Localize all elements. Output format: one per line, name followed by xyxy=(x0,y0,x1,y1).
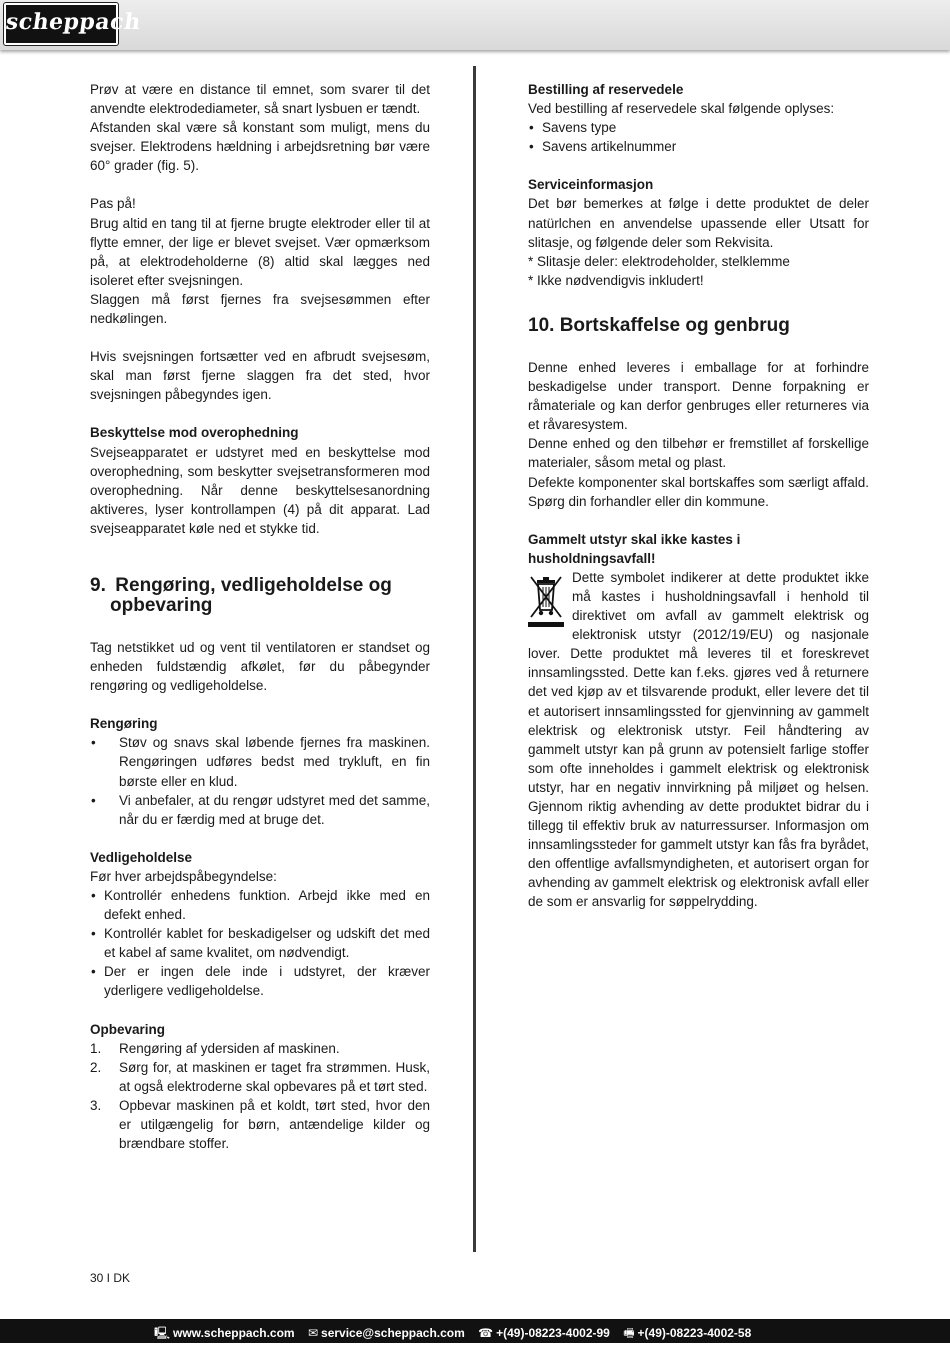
paragraph: Denne enhed og den tilbehør er fremstillet af forskellige materialer, såsom metal og plast. xyxy=(528,436,869,471)
logo-text: scheppach xyxy=(4,9,143,35)
paragraph: Ved bestilling af reservedele skal følgende oplyses: xyxy=(528,101,835,117)
phone-text: +(49)-08223-4002-99 xyxy=(496,1326,610,1340)
item-number: 1. xyxy=(90,1040,102,1056)
paragraph: Det bør bemerkes at følge i dette produktet de deler natürlchen en anvendelse upassende eller Utsatt for slitasje, og følgende deler som Rekvisita. xyxy=(528,196,869,250)
paragraph: Svejseapparatet er udstyret med en beskyttelse mod overophedning, som beskytter svejsetransformeren mod overophedning. Når denne beskyttelsesanordning aktiveres, lyser kontrollampen (4) på dit apparat. Lad svejseapparatet køle ned et stykke tid. xyxy=(90,444,430,536)
paragraph: Denne enhed leveres i emballage for at forhindre beskadigelse under transport. Denne forpakning er råmateriale og kan derfor genbruges eller returneres via et råvaresystem. xyxy=(528,359,869,433)
page-footer xyxy=(0,1319,950,1343)
paragraph: Defekte komponenter skal bortskaffes som særligt affald. Spørg din forhandler eller din kommune. xyxy=(528,474,869,509)
section-title: Bortskaffelse og genbrug xyxy=(559,314,790,336)
service-heading: Serviceinformasjon xyxy=(528,177,654,193)
paragraph: Slaggen må først fjernes fra svejsesømmen efter nedkølingen. xyxy=(90,291,430,327)
page-number: 30 I DK xyxy=(90,1271,131,1285)
item-number: 2. xyxy=(90,1059,102,1075)
item-number: 3. xyxy=(90,1097,102,1113)
section-title-cont: opbevaring xyxy=(110,594,213,616)
storage-heading: Opbevaring xyxy=(90,1021,166,1037)
item-text: Sørg for, at maskinen er taget fra strømmen. Husk, at også elektroderne skal opbevares på et tørt sted. xyxy=(119,1059,430,1094)
maintenance-heading: Vedligeholdelse xyxy=(90,849,193,865)
overheat-heading: Beskyttelse mod overophedning xyxy=(90,425,299,441)
phone-icon: ☎ xyxy=(478,1326,494,1340)
paragraph: Brug altid en tang til at fjerne brugte elektroder eller til at flytte emner, der lige er blevet svejset. Vær opmærksom på, at elektrodeholderne (8) altid skal lægges ned isoleret efter svejsningen. xyxy=(90,215,430,288)
section-9-heading xyxy=(90,576,430,616)
cleaning-heading: Rengøring xyxy=(90,716,158,732)
section-10-heading xyxy=(528,316,869,336)
list-item: • Kontrollér enhedens funktion. Arbejd ikke med en defekt enhed. xyxy=(90,886,430,924)
maintenance-list xyxy=(90,886,430,1001)
section-number: 10. xyxy=(528,314,555,336)
footer-phone xyxy=(478,1326,610,1340)
section-title: Rengøring, vedligeholdelse og xyxy=(115,574,392,596)
email-text: service@scheppach.com xyxy=(321,1326,465,1340)
page-header xyxy=(0,0,950,50)
cleaning-list xyxy=(90,733,430,828)
website-text: www.scheppach.com xyxy=(173,1326,295,1340)
paragraph: * Slitasje deler: elektrodeholder, stelklemme xyxy=(528,253,790,269)
left-column xyxy=(90,80,430,1153)
list-item: • Støv og snavs skal løbende fjernes fra maskinen. Rengøringen udføres bedst med trykluft, en fin børste eller en klud. xyxy=(90,733,430,790)
list-item xyxy=(90,1058,430,1096)
paragraph: Prøv at være en distance til emnet, som svarer til det anvendte elektrodediameter, så snart lysbuen er tændt. xyxy=(90,82,430,117)
list-item: • Savens type xyxy=(528,118,869,137)
weee-heading: Gammelt utstyr skal ikke kastes i husholdningsavfall! xyxy=(528,531,741,566)
column-divider xyxy=(473,66,476,1252)
paragraph: Dette symbolet indikerer at dette produktet ikke må kastes i husholdningsavfall i henhold til direktivet om avfall av gammelt elektrisk og elektronisk utstyr (2012/19/EU) og nasjonale lover. Dette produktet må leveres til et foreskrevet innsamlingssted. Dette kan f.eks. gjøres ved å returnere det ved kjøp av et tilsvarende produkt, eller levere det til et autorisert innsamlingssted for gjenvinning av gammelt elektrisk og elektronisk utstyr. Feil håndtering av gammelt utstyr kan på grunn av potensielt farlige stoffer som ofte inneholdes i gammelt elektrisk og elektronisk utstyr, har en negativ innvirkning på miljøet og helsen. Gjennom riktig avhending av dette produktet bidrar du i tillegg til effektiv bruk av naturressurser. Informasjon om innsamlingssteder for gammelt utstyr kan fås fra byrådet, den offentlige avfallsmyndigheten, et autorisert organ for avhending av gammelt elektrisk og elektronisk avfall eller de som er ansvarlig for søppelrydding. xyxy=(528,569,869,910)
list-item: • Savens artikelnummer xyxy=(528,137,869,156)
paragraph: Før hver arbejdspåbegyndelse: xyxy=(90,868,277,884)
storage-list xyxy=(90,1039,430,1154)
footer-fax xyxy=(623,1324,751,1345)
paragraph: * Ikke nødvendigvis inkludert! xyxy=(528,272,704,288)
item-text: Rengøring af ydersiden af maskinen. xyxy=(119,1040,340,1056)
warning-label: Pas på! xyxy=(90,196,136,212)
paragraph: Hvis svejsningen fortsætter ved en afbrudt svejsesøm, skal man først fjerne slaggen fra det sted, hvor svejsningen påbegyndes igen. xyxy=(90,349,430,403)
fax-text: +(49)-08223-4002-58 xyxy=(637,1326,752,1340)
mail-icon: ✉ xyxy=(307,1326,319,1340)
paragraph: Tag netstikket ud og vent til ventilatoren er standset og enheden fuldstændig afkølet, før du påbegynder rengøring og vedligeholdelse. xyxy=(90,639,430,694)
list-item xyxy=(90,1096,430,1153)
monitor-icon: 🖳 xyxy=(154,1326,171,1340)
spare-parts-heading: Bestilling af reservedele xyxy=(528,82,684,97)
section-number: 9. xyxy=(90,574,106,596)
fax-icon: 🖷 xyxy=(623,1326,635,1340)
list-item: • Vi anbefaler, at du rengør udstyret med det samme, når du er færdig med at bruge det. xyxy=(90,791,430,829)
crossed-bin-icon xyxy=(528,574,564,630)
list-item: • Der er ingen dele inde i udstyret, der kræver yderligere vedligeholdelse. xyxy=(90,962,430,1000)
footer-email[interactable] xyxy=(308,1326,465,1340)
spare-parts-list xyxy=(528,118,869,156)
paragraph: Afstanden skal være så konstant som muligt, mens du svejser. Elektrodens hældning i arbejdsretning bør være 60° grader (fig. 5). xyxy=(90,120,430,174)
footer-website[interactable] xyxy=(154,1324,295,1345)
item-text: Opbevar maskinen på et koldt, tørt sted, hvor den er utilgængelig for børn, antændelige kilder og brændbare stoffer. xyxy=(119,1097,430,1152)
list-item: • Kontrollér kablet for beskadigelser og udskift det med et kabel af same kvalitet, om nødvendigt. xyxy=(90,924,430,962)
scheppach-logo xyxy=(4,3,143,45)
list-item xyxy=(90,1039,430,1058)
right-column xyxy=(528,80,869,912)
